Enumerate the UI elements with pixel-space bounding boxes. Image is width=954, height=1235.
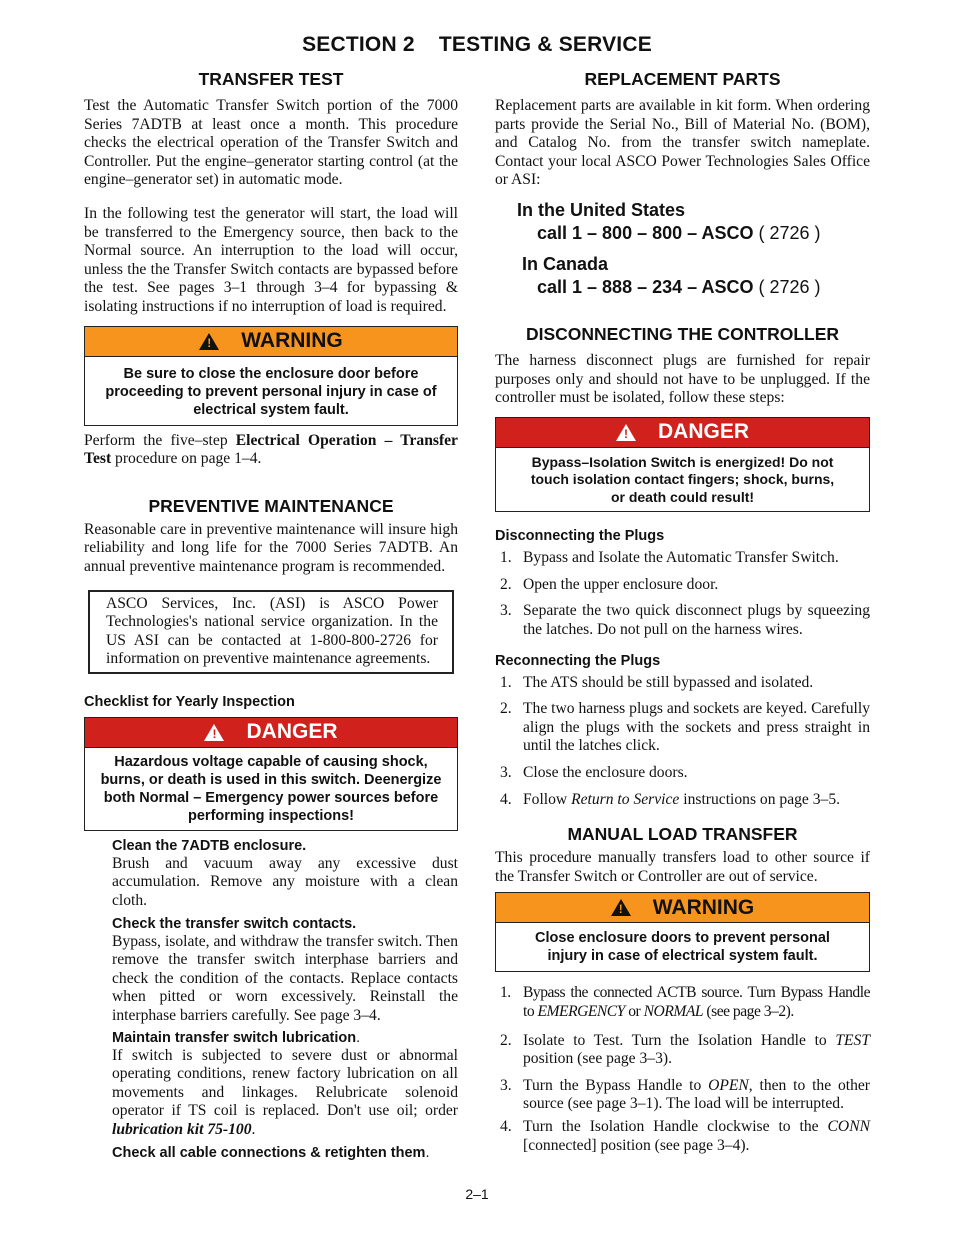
manual-load-transfer-steps: [495, 984, 870, 1155]
list-item: 2. Open the upper enclosure door.: [500, 575, 719, 593]
disconnecting-controller-paragraph: The harness disconnect plugs are furnished for repair purposes only and should not have to be unplugged. If the controller must be isolated, follow these steps:: [495, 351, 870, 407]
replacement-parts-heading: REPLACEMENT PARTS: [584, 69, 781, 89]
danger-box-energized: [495, 417, 870, 513]
transfer-test-heading: TRANSFER TEST: [198, 69, 344, 89]
transfer-test-paragraph-2: In the following test the generator will start, the load will be transferred to the Emergency source, then back to the Normal source. An interruption to the load will occur, unless the the Transfer Switch contacts are bypassed before the test. See pages 3–1 through 3–4 for bypassing & isolating instructions if no interruption of load is required.: [84, 204, 458, 315]
asi-note-box: [88, 590, 454, 674]
reconnecting-plugs-steps: [495, 674, 870, 783]
preventive-maintenance-heading: PREVENTIVE MAINTENANCE: [148, 495, 394, 516]
list-item: 1. Bypass and Isolate the Automatic Transfer Switch.: [500, 549, 839, 567]
warning-text: Close enclosure doors to prevent personal injury in case of electrical system fault.: [535, 930, 830, 965]
page-title: SECTION 2 TESTING & SERVICE: [302, 33, 652, 56]
warning-text: Be sure to close the enclosure door before proceeding to prevent personal injury in case of electrical system fault.: [105, 365, 437, 418]
list-item: 3. Turn the Bypass Handle to OPEN, then to the other source (see page 3–1). The load will be interrupted.: [500, 1076, 870, 1113]
disconnecting-plugs-steps: [495, 549, 870, 639]
list-item: 4. Follow Return to Service instructions on page 3–5.: [500, 790, 841, 808]
reconnecting-plugs-heading: Reconnecting the Plugs: [495, 652, 661, 669]
manual-load-transfer-paragraph: This procedure manually transfers load to other source if the Transfer Switch or Controller are out of service.: [495, 849, 870, 885]
right-column: [495, 68, 870, 1155]
contact-canada-label: In Canada: [522, 253, 609, 274]
warning-header: [496, 893, 869, 923]
transfer-test-paragraph-1: Test the Automatic Transfer Switch portion of the 7000 Series 7ADTB at least once a month. This procedure checks the electrical operation of the Transfer Switch and Controller. Put the engine–generator starting control (at the engine–generator set) in automatic mode.: [84, 97, 458, 189]
checklist-item-3-text: If switch is subjected to severe dust or abnormal operating conditions, renew factory lubrication on all movements and linkages. Relubricate solenoid operator if TS coil is replaced. Don't use oil; order lubrication kit 75-100.: [112, 1046, 458, 1138]
list-item: 1. Bypass the connected ACTB source. Turn Bypass Handle to EMERGENCY or NORMAL (see page 3–2).: [500, 984, 870, 1020]
warning-header: [85, 327, 457, 357]
disconnecting-plugs-heading: Disconnecting the Plugs: [495, 528, 665, 545]
disconnecting-controller-heading: DISCONNECTING THE CONTROLLER: [525, 323, 840, 344]
danger-text: Bypass–Isolation Switch is energized! Do not touch isolation contact fingers; shock, burns, or death could result!: [530, 453, 835, 505]
replacement-parts-paragraph: Replacement parts are available in kit form. When ordering parts provide the Serial No., Bill of Material No. (BOM), and Catalog No. from the transfer switch nameplate. Contact your local ASCO Power Technologies Sales Office or ASI:: [495, 97, 870, 189]
danger-label: DANGER: [246, 720, 338, 744]
checklist-item-2-title: Check the transfer switch contacts.: [112, 915, 357, 932]
danger-box-hazardous-voltage: [84, 717, 458, 831]
checklist-item-1-title: Clean the 7ADTB enclosure.: [112, 837, 307, 854]
transfer-test-paragraph-3: Perform the five–step Electrical Operation – Transfer Test procedure on page 1–4.: [84, 431, 458, 468]
checklist-item-2-text: Bypass, isolate, and withdraw the transfer switch. Then remove the transfer switch interphase barriers and check the condition of the contacts. Replace contacts when pitted or worn excessively. Reinstall the interphase barriers carefully. See page 3–4.: [112, 932, 458, 1025]
list-item: 4. Turn the Isolation Handle clockwise to the CONN [connected] position (see page 3–4).: [500, 1117, 870, 1154]
danger-header: [496, 418, 869, 448]
manual-load-transfer-heading: MANUAL LOAD TRANSFER: [567, 824, 798, 845]
reconnecting-step-4: [495, 791, 870, 810]
warning-box-enclosure-doors: [495, 892, 870, 972]
warning-triangle-icon: !: [611, 899, 631, 916]
checklist-item-1-text: Brush and vacuum away any excessive dust accumulation. Remove any moisture with a clean cloth.: [112, 854, 458, 910]
checklist-heading: Checklist for Yearly Inspection: [84, 693, 295, 710]
asi-note-text: ASCO Services, Inc. (ASI) is ASCO Power Technologies's national service organization. In the US ASI can be contacted at 1-800-800-2726 for information on preventive maintenance agreements.: [106, 594, 438, 668]
contact-canada-phone: call 1 – 888 – 234 – ASCO ( 2726 ): [537, 276, 821, 297]
warning-box-enclosure-door: [84, 326, 458, 426]
checklist-items: [84, 837, 458, 1162]
warning-label: WARNING: [652, 895, 755, 919]
danger-header: [85, 718, 457, 748]
list-item: 3. Separate the two quick disconnect plugs by squeezing the latches. Do not pull on the harness wires.: [500, 602, 870, 639]
list-item: 2. The two harness plugs and sockets are keyed. Carefully align the plugs with the sockets and press straight in until the latches click.: [500, 700, 870, 755]
preventive-maintenance-paragraph: Reasonable care in preventive maintenance will insure high reliability and long life for the 7000 Series 7ADTB. An annual preventive maintenance program is recommended.: [84, 520, 458, 575]
page-number: 2–1: [465, 1186, 489, 1202]
left-column: [84, 68, 458, 1162]
contact-us: [495, 199, 870, 244]
list-item: 3. Close the enclosure doors.: [500, 764, 688, 781]
danger-label: DANGER: [657, 420, 749, 444]
list-item: 2. Isolate to Test. Turn the Isolation Handle to TEST position (see page 3–3).: [500, 1031, 870, 1068]
contact-canada: [495, 253, 870, 298]
checklist-item-3-title: Maintain transfer switch lubrication.: [112, 1029, 361, 1046]
list-item: 1. The ATS should be still bypassed and isolated.: [500, 673, 814, 691]
danger-triangle-icon: !: [204, 724, 224, 741]
danger-triangle-icon: !: [616, 424, 636, 441]
checklist-item-4-title: Check all cable connections & retighten them.: [112, 1144, 430, 1161]
contact-us-phone: call 1 – 800 – 800 – ASCO ( 2726 ): [537, 222, 821, 243]
contact-us-label: In the United States: [517, 199, 686, 220]
danger-text: Hazardous voltage capable of causing shock, burns, or death is used in this switch. Deenergize both Normal – Emergency power sources before performing inspections!: [100, 753, 442, 824]
warning-triangle-icon: !: [199, 333, 219, 350]
warning-label: WARNING: [241, 329, 343, 353]
